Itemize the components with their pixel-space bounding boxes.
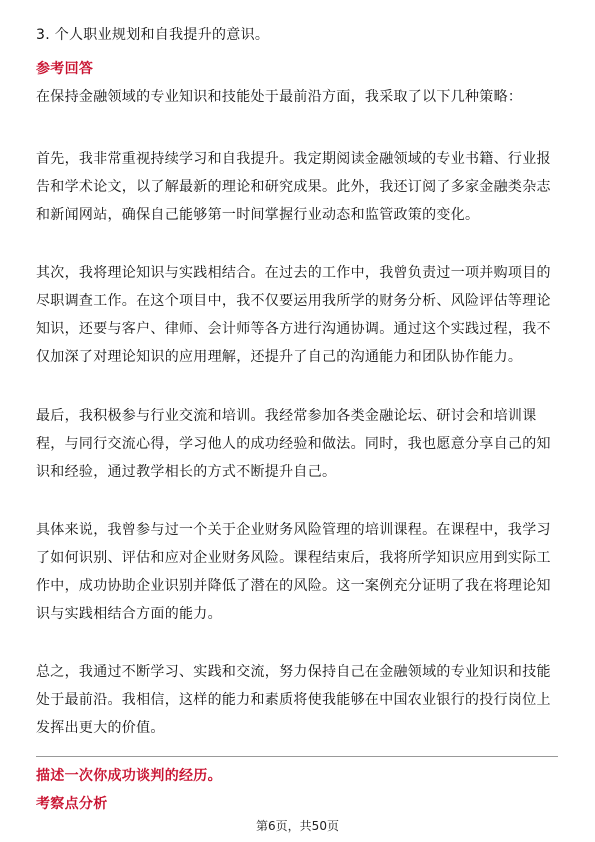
answer-paragraph-first: 首先，我非常重视持续学习和自我提升。我定期阅读金融领域的专业书籍、行业报告和学术论文，以了解最新的理论和研究成果。此外，我还订阅了多家金融类杂志和新闻网站，确保自己能够第一时间掌握行业动态和监管政策的变化。 <box>36 151 551 223</box>
answer-intro-paragraph: 在保持金融领域的专业知识和技能处于最前沿方面，我采取了以下几种策略： <box>36 89 523 105</box>
answer-paragraph-conclusion: 总之，我通过不断学习、实践和交流，努力保持自己在金融领域的专业知识和技能处于最前沿。我相信，这样的能力和素质将使我能够在中国农业银行的投行岗位上发挥出更大的价值。 <box>36 664 551 736</box>
answer-paragraph-second: 其次，我将理论知识与实践相结合。在过去的工作中，我曾负责过一项并购项目的尽职调查工作。在这个项目中，我不仅要运用我所学的财务分析、风险评估等理论知识，还要与客户、律师、会计师等各方进行沟通协调。通过这个实践过程，我不仅加深了对理论知识的应用理解，还提升了自己的沟通能力和团队协作能力。 <box>36 265 551 365</box>
answer-label: 参考回答 <box>36 61 94 77</box>
next-question-heading: 描述一次你成功谈判的经历。 <box>36 768 222 784</box>
answer-paragraph-third: 最后，我积极参与行业交流和培训。我经常参加各类金融论坛、研讨会和培训课程，与同行交流心得，学习他人的成功经验和做法。同时，我也愿意分享自己的知识和经验，通过教学相长的方式不断提升自己。 <box>36 408 551 480</box>
page-footer: 第6页，共50页 <box>256 819 339 833</box>
answer-paragraph-example: 具体来说，我曾参与过一个关于企业财务风险管理的培训课程。在课程中，我学习了如何识别、评估和应对企业财务风险。课程结束后，我将所学知识应用到实际工作中，成功协助企业识别并降低了潜在的风险。这一案例充分证明了我在将理论知识与实践相结合方面的能力。 <box>36 522 551 622</box>
question-heading: 3. 个人职业规划和自我提升的意识。 <box>36 27 270 43</box>
next-section-label: 考察点分析 <box>36 796 108 812</box>
section-divider <box>36 756 558 757</box>
